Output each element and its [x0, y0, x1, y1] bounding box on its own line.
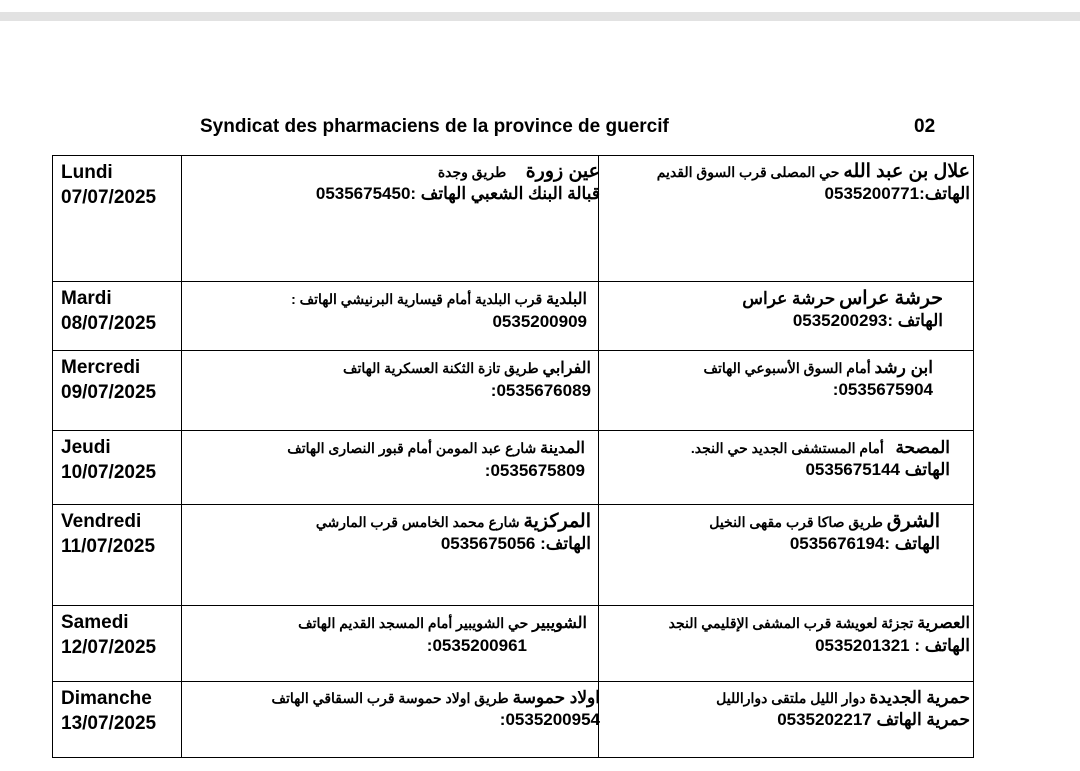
- day-cell: [61, 160, 156, 210]
- pharmacy-phone: حمرية الهاتف 0535202217: [777, 710, 970, 729]
- day-cell: [61, 286, 156, 336]
- pharmacy-phone: الهاتف :0535676194: [789, 534, 940, 553]
- day-name: Mardi: [61, 288, 112, 309]
- pharmacy-phone: الهاتف :0535200293: [792, 311, 943, 330]
- pharmacy-cell-middle: [343, 357, 591, 402]
- pharmacy-name: الشرق: [886, 511, 940, 532]
- pharmacy-duty-table: [52, 155, 974, 758]
- pharmacy-phone: 0535675904:: [832, 380, 933, 399]
- pharmacy-address: طريق صاكا قرب مقهى النخيل: [709, 514, 883, 530]
- pharmacy-phone: 0535200954:: [499, 710, 600, 729]
- pharmacy-address: أمام السوق الأسبوعي الهاتف: [703, 360, 871, 376]
- day-cell: [61, 509, 155, 559]
- day-date: 07/07/2025: [61, 187, 157, 208]
- page-number: 02: [914, 116, 936, 137]
- day-date: 13/07/2025: [61, 713, 157, 734]
- pharmacy-address: قرب البلدية أمام قيسارية البرنيشي الهاتف :: [291, 291, 543, 307]
- table-row: [53, 430, 973, 504]
- day-name: Lundi: [61, 162, 113, 183]
- document-title: Syndicat des pharmaciens de la province de guercif: [200, 116, 669, 137]
- pharmacy-address: حي المصلى قرب السوق القديم: [656, 164, 840, 180]
- pharmacy-phone: الهاتف:0535200771: [824, 184, 970, 203]
- pharmacy-address: شارع محمد الخامس قرب المارشي: [315, 514, 520, 530]
- pharmacy-cell-middle: [287, 437, 585, 482]
- pharmacy-phone: الهاتف: 0535675056: [440, 534, 591, 553]
- pharmacy-name: البلدية: [546, 291, 587, 308]
- pharmacy-cell-middle: [316, 161, 600, 205]
- pharmacy-phone: قبالة البنك الشعبي الهاتف :0535675450: [315, 184, 600, 203]
- day-date: 10/07/2025: [61, 462, 157, 483]
- pharmacy-cell-middle: [272, 687, 600, 731]
- pharmacy-name: الشويبير: [532, 615, 587, 632]
- pharmacy-cell-middle: [316, 511, 591, 555]
- pharmacy-phone: 0535675809:: [484, 461, 585, 480]
- day-cell: [61, 686, 156, 736]
- pharmacy-address: أمام المستشفى الجديد حي النجد.: [690, 440, 884, 456]
- pharmacy-name: المدينة: [540, 440, 585, 457]
- pharmacy-name: ابن رشد: [874, 358, 933, 377]
- pharmacy-cell-right: [669, 612, 970, 657]
- pharmacy-name: اولاد حموسة: [512, 688, 600, 707]
- table-row: [53, 504, 973, 605]
- pharmacy-phone: الهاتف 0535675144: [805, 460, 950, 479]
- day-date: 08/07/2025: [61, 313, 157, 334]
- pharmacy-cell-right: [716, 687, 970, 731]
- day-date: 12/07/2025: [61, 637, 157, 658]
- pharmacy-address: تجزئة لعويشة قرب المشفى الإقليمي النجد: [668, 615, 914, 631]
- pharmacy-phone: الهاتف : 0535201321: [815, 636, 970, 655]
- table-row: [53, 281, 973, 350]
- pharmacy-cell-middle: [291, 288, 587, 333]
- pharmacy-name: العصرية: [917, 615, 970, 632]
- day-name: Mercredi: [61, 357, 141, 378]
- pharmacy-phone: 0535200961:: [426, 636, 527, 655]
- pharmacy-cell-right: [657, 161, 970, 205]
- day-cell: [61, 610, 156, 660]
- day-name: Samedi: [61, 612, 129, 633]
- day-name: Dimanche: [61, 688, 152, 709]
- pharmacy-address: طريق تازة الثكنة العسكرية الهاتف: [343, 360, 539, 376]
- top-gray-band: [0, 12, 1080, 21]
- pharmacy-address: طريق اولاد حموسة قرب السقاقي الهاتف: [271, 690, 509, 706]
- pharmacy-cell-right: [709, 511, 940, 555]
- pharmacy-name: علال بن عبد الله: [843, 161, 970, 182]
- pharmacy-cell-right: [742, 288, 943, 332]
- pharmacy-name: حمرية الجديدة: [869, 688, 970, 707]
- pharmacy-name: المصحة: [895, 438, 950, 457]
- table-row: [53, 605, 973, 681]
- pharmacy-cell-right: [691, 437, 950, 481]
- pharmacy-address: دوار الليل ملتقى دوارالليل: [716, 690, 866, 706]
- day-name: Vendredi: [61, 511, 142, 532]
- pharmacy-phone: 0535200909: [492, 312, 587, 331]
- pharmacy-name: حرشة عراس: [839, 288, 943, 309]
- day-date: 11/07/2025: [61, 536, 156, 557]
- pharmacy-name: المركزية: [523, 511, 591, 532]
- pharmacy-address: حرشة عراس: [742, 289, 836, 308]
- pharmacy-phone: 0535676089:: [490, 381, 591, 400]
- day-cell: [61, 435, 156, 485]
- pharmacy-address: شارع عبد المومن أمام قبور النصارى الهاتف: [287, 440, 537, 456]
- day-name: Jeudi: [61, 437, 111, 458]
- table-row: [53, 350, 973, 430]
- pharmacy-address: طريق وجدة: [437, 164, 507, 180]
- pharmacy-cell-right: [704, 357, 933, 401]
- day-cell: [61, 355, 156, 405]
- pharmacy-name: عين زورة: [525, 161, 600, 182]
- table-row: [53, 681, 973, 757]
- day-date: 09/07/2025: [61, 382, 157, 403]
- pharmacy-address: حي الشويبير أمام المسجد القديم الهاتف: [298, 615, 529, 631]
- pharmacy-name: الفرابي: [542, 360, 591, 377]
- pharmacy-cell-middle: [298, 612, 587, 657]
- table-row: [53, 156, 973, 281]
